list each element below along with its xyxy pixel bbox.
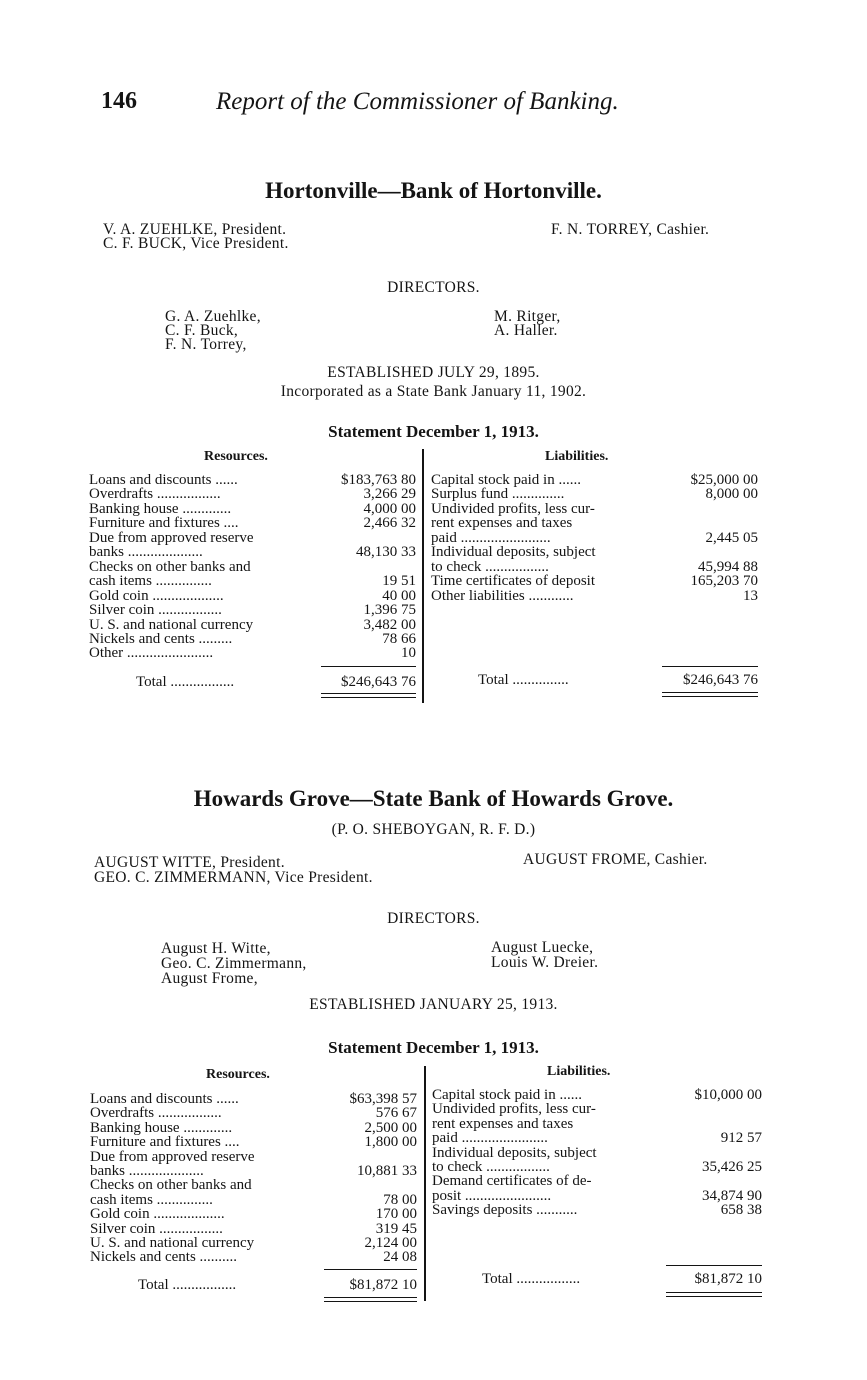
total-amount: $81,872 10 xyxy=(694,1271,762,1287)
liability-row xyxy=(432,1117,762,1132)
item-amount: 10,881 33 xyxy=(357,1163,417,1179)
bank2-director: Louis W. Dreier. xyxy=(491,954,599,971)
total-amount: $246,643 76 xyxy=(683,672,758,688)
resource-row xyxy=(89,545,416,560)
liability-row xyxy=(432,1102,762,1117)
item-label: U. S. and national currency xyxy=(90,1236,255,1251)
item-label: Due from approved reserve xyxy=(90,1149,255,1165)
liability-row xyxy=(432,1088,762,1103)
item-amount: 4,000 00 xyxy=(363,500,416,517)
liability-row xyxy=(431,516,758,531)
item-label: to check ................. xyxy=(431,559,549,575)
bank2-statement-heading: Statement December 1, 1913. xyxy=(328,1038,539,1057)
liability-row xyxy=(432,1131,762,1146)
item-label: Gold coin ................... xyxy=(90,1207,225,1222)
item-amount: 78 66 xyxy=(382,630,416,647)
resource-row xyxy=(90,1236,417,1251)
resource-row xyxy=(90,1193,417,1208)
liability-row xyxy=(432,1203,762,1218)
liability-row xyxy=(431,560,758,575)
running-title: Report of the Commissioner of Banking. xyxy=(216,88,619,115)
item-label: Overdrafts ................. xyxy=(89,487,221,502)
total-label: Total ................. xyxy=(482,1272,581,1287)
item-label: Capital stock paid in ...... xyxy=(431,473,581,488)
column-divider xyxy=(424,1066,426,1301)
bank2-president: AUGUST WITTE, President. xyxy=(94,854,285,871)
bank2-vice-president: GEO. C. ZIMMERMANN, Vice President. xyxy=(94,869,373,886)
double-rule xyxy=(324,1297,417,1298)
item-label: Due from approved reserve xyxy=(89,530,254,546)
page-number: 146 xyxy=(101,88,137,114)
item-label: Individual deposits, subject xyxy=(431,545,596,560)
bank1-director: G. A. Zuehlke, xyxy=(165,308,261,325)
item-amount: 658 38 xyxy=(720,1202,762,1219)
bank2-director: August Frome, xyxy=(161,970,258,987)
bank2-title: Howards Grove—State Bank of Howards Grove. xyxy=(193,786,674,811)
item-label: banks .................... xyxy=(89,545,203,560)
resource-row xyxy=(89,574,416,589)
resource-row xyxy=(90,1150,417,1165)
item-label: Loans and discounts ...... xyxy=(90,1092,239,1107)
item-label: Checks on other banks and xyxy=(89,559,251,575)
bank1-incorporated: Incorporated as a State Bank January 11, 1902. xyxy=(280,383,587,400)
item-amount: 2,466 32 xyxy=(363,515,416,532)
item-amount: $183,763 80 xyxy=(341,472,416,488)
item-amount: 19 51 xyxy=(382,573,416,590)
resource-row xyxy=(90,1178,417,1193)
item-amount: 35,426 25 xyxy=(702,1159,762,1175)
item-amount: 13 xyxy=(743,587,758,604)
item-amount: 8,000 00 xyxy=(705,486,758,503)
bank2-directors-heading: DIRECTORS. xyxy=(387,910,480,927)
resource-row xyxy=(89,603,416,618)
bank1-director: C. F. Buck, xyxy=(165,322,239,339)
item-label: rent expenses and taxes xyxy=(432,1116,574,1132)
item-label: paid ........................ xyxy=(431,530,551,546)
liability-row xyxy=(431,531,758,546)
item-amount: 165,203 70 xyxy=(690,573,758,590)
bank1-title: Hortonville—Bank of Hortonville. xyxy=(265,178,602,203)
double-rule xyxy=(666,1296,762,1297)
item-amount: 2,445 05 xyxy=(705,529,758,546)
bank2-liabilities-heading: Liabilities. xyxy=(547,1064,611,1079)
bank1-established: ESTABLISHED JULY 29, 1895. xyxy=(327,364,540,381)
resource-row xyxy=(89,560,416,575)
bank1-liabilities-total-row xyxy=(478,673,758,688)
bank1-resources-heading: Resources. xyxy=(204,449,268,464)
bank2-resources-total-row xyxy=(138,1278,417,1293)
liability-row xyxy=(431,487,758,502)
item-amount: 40 00 xyxy=(382,587,416,604)
liability-row xyxy=(431,473,758,488)
item-amount: 912 57 xyxy=(720,1130,762,1147)
item-label: Loans and discounts ...... xyxy=(89,473,238,488)
liability-row xyxy=(432,1189,762,1204)
item-label: Banking house ............. xyxy=(89,501,232,517)
item-label: banks .................... xyxy=(90,1164,204,1179)
item-label: rent expenses and taxes xyxy=(431,516,573,531)
item-label: Banking house ............. xyxy=(90,1120,233,1136)
item-label: Undivided profits, less cur- xyxy=(432,1102,596,1117)
item-label: Surplus fund .............. xyxy=(431,487,565,502)
double-rule xyxy=(321,693,416,694)
bank2-liabilities-total-row xyxy=(482,1272,762,1287)
liability-row xyxy=(431,574,758,589)
bank1-liabilities-heading: Liabilities. xyxy=(545,449,609,464)
item-amount: 576 67 xyxy=(375,1105,417,1122)
resource-row xyxy=(89,473,416,488)
bank2-director: August H. Witte, xyxy=(161,940,271,957)
resource-row xyxy=(90,1250,417,1265)
resource-row xyxy=(89,589,416,604)
item-label: paid ....................... xyxy=(432,1131,548,1146)
item-label: Time certificates of deposit xyxy=(431,574,595,589)
item-label: Silver coin ................. xyxy=(90,1221,223,1237)
item-amount: 2,124 00 xyxy=(364,1235,417,1251)
item-amount: 24 08 xyxy=(383,1249,417,1266)
resource-row xyxy=(89,502,416,517)
resource-row xyxy=(89,531,416,546)
item-amount: 10 xyxy=(401,645,416,662)
item-amount: 34,874 90 xyxy=(702,1187,762,1204)
bank1-director: M. Ritger, xyxy=(494,308,561,325)
item-amount: 170 00 xyxy=(375,1206,417,1223)
item-label: Nickels and cents .......... xyxy=(90,1250,238,1265)
bank1-director: F. N. Torrey, xyxy=(165,336,247,353)
sum-rule xyxy=(662,666,758,667)
bank1-vice-president: C. F. BUCK, Vice President. xyxy=(103,235,289,252)
item-amount: $10,000 00 xyxy=(694,1087,762,1103)
liability-row xyxy=(432,1160,762,1175)
sum-rule xyxy=(666,1265,762,1266)
bank1-president: V. A. ZUEHLKE, President. xyxy=(103,221,287,238)
bank2-subtitle: (P. O. SHEBOYGAN, R. F. D.) xyxy=(331,821,536,838)
item-amount: 45,994 88 xyxy=(698,558,758,575)
liability-row xyxy=(431,502,758,517)
bank2-established: ESTABLISHED JANUARY 25, 1913. xyxy=(309,996,558,1013)
bank1-statement-heading: Statement December 1, 1913. xyxy=(328,422,539,441)
item-label: cash items ............... xyxy=(90,1192,213,1208)
item-label: Checks on other banks and xyxy=(90,1178,252,1193)
resource-row xyxy=(90,1135,417,1150)
item-label: cash items ............... xyxy=(89,574,212,589)
item-amount: 2,500 00 xyxy=(364,1119,417,1136)
bank2-resources-heading: Resources. xyxy=(206,1067,270,1082)
sum-rule xyxy=(321,666,416,667)
resource-row xyxy=(90,1092,417,1107)
item-amount: $25,000 00 xyxy=(690,472,758,488)
resource-row xyxy=(89,632,416,647)
item-label: Savings deposits ........... xyxy=(432,1203,578,1218)
total-label: Total ................. xyxy=(138,1278,237,1293)
item-label: Other liabilities ............ xyxy=(431,588,574,604)
resource-row xyxy=(90,1222,417,1237)
item-label: Furniture and fixtures .... xyxy=(90,1135,240,1150)
bank1-cashier: F. N. TORREY, Cashier. xyxy=(551,221,710,238)
item-amount: 1,396 75 xyxy=(363,602,416,619)
resource-row xyxy=(89,516,416,531)
resource-row xyxy=(89,618,416,633)
resource-row xyxy=(90,1207,417,1222)
bank1-resources-total-row xyxy=(136,675,416,690)
resource-row xyxy=(89,487,416,502)
bank2-director: Geo. C. Zimmermann, xyxy=(161,955,307,972)
double-rule xyxy=(324,1301,417,1302)
liability-row xyxy=(431,545,758,560)
bank1-director: A. Haller. xyxy=(494,322,558,339)
item-amount: 319 45 xyxy=(375,1220,417,1237)
item-amount: 3,482 00 xyxy=(363,616,416,633)
item-amount: 3,266 29 xyxy=(363,486,416,503)
double-rule xyxy=(662,696,758,697)
resource-row xyxy=(90,1164,417,1179)
item-label: Nickels and cents ......... xyxy=(89,631,233,647)
total-amount: $246,643 76 xyxy=(341,674,416,690)
double-rule xyxy=(321,697,416,698)
item-label: Silver coin ................. xyxy=(89,603,222,618)
item-label: Other ....................... xyxy=(89,646,214,661)
sum-rule xyxy=(324,1269,417,1270)
item-amount: 48,130 33 xyxy=(356,544,416,561)
double-rule xyxy=(666,1292,762,1293)
item-label: Undivided profits, less cur- xyxy=(431,501,595,517)
resource-row xyxy=(90,1106,417,1121)
item-amount: $63,398 57 xyxy=(349,1091,417,1107)
item-label: U. S. and national currency xyxy=(89,617,254,632)
bank1-directors-heading: DIRECTORS. xyxy=(387,279,480,296)
liability-row xyxy=(432,1146,762,1161)
item-amount: 78 00 xyxy=(383,1191,417,1208)
item-label: Overdrafts ................. xyxy=(90,1106,222,1121)
total-amount: $81,872 10 xyxy=(349,1277,417,1293)
item-label: Furniture and fixtures .... xyxy=(89,516,239,531)
item-label: Capital stock paid in ...... xyxy=(432,1088,582,1103)
bank2-director: August Luecke, xyxy=(491,939,594,956)
total-label: Total ................. xyxy=(136,675,235,690)
item-label: Individual deposits, subject xyxy=(432,1145,597,1161)
item-label: Demand certificates of de- xyxy=(432,1174,592,1189)
resource-row xyxy=(90,1121,417,1136)
item-amount: 1,800 00 xyxy=(364,1134,417,1151)
liability-row xyxy=(431,589,758,604)
item-label: Gold coin ................... xyxy=(89,588,224,604)
item-label: posit ....................... xyxy=(432,1188,552,1204)
double-rule xyxy=(662,692,758,693)
total-label: Total ............... xyxy=(478,673,569,688)
bank2-cashier: AUGUST FROME, Cashier. xyxy=(523,851,708,868)
item-label: to check ................. xyxy=(432,1160,550,1175)
liability-row xyxy=(432,1174,762,1189)
resource-row xyxy=(89,646,416,661)
column-divider xyxy=(422,449,424,703)
